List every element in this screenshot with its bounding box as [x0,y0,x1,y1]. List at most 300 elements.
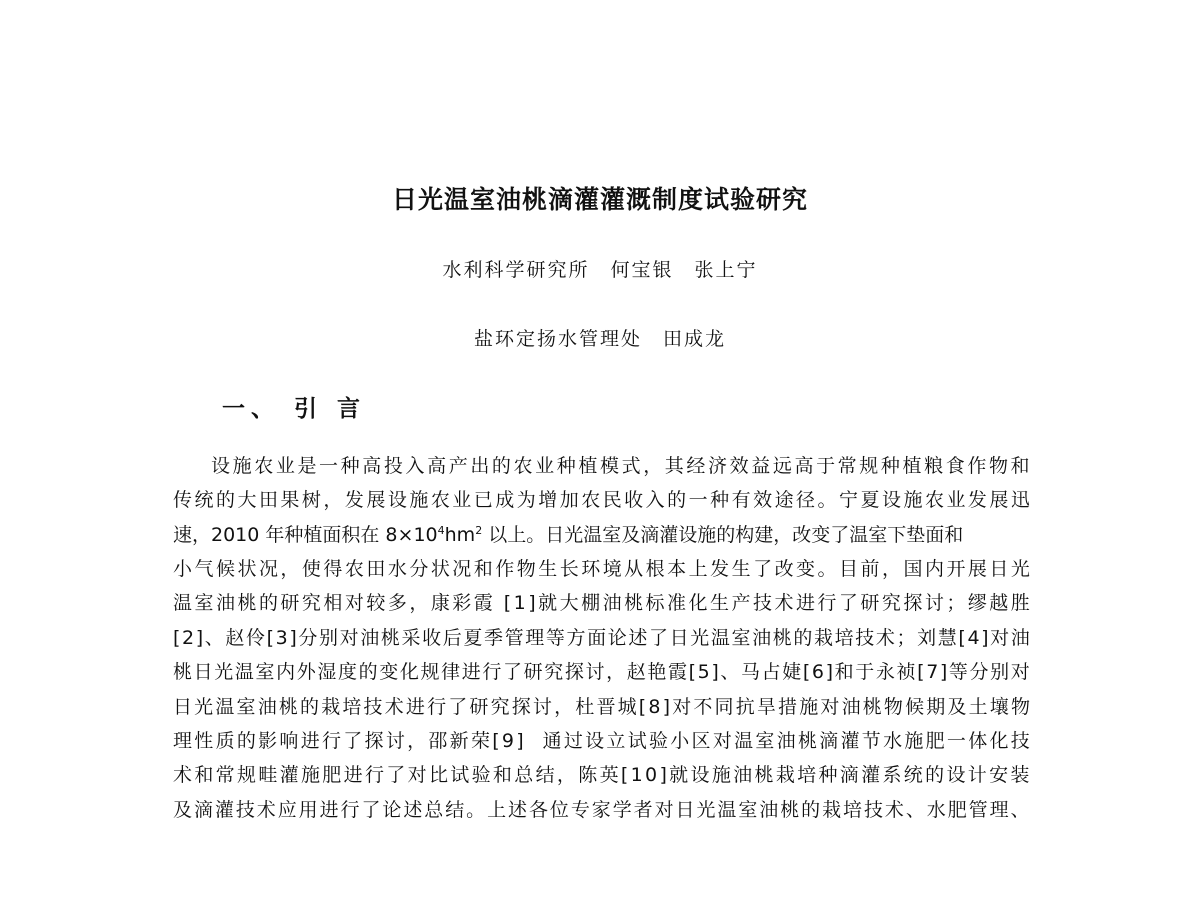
character: 根 [645,558,665,580]
character: 理 [525,627,545,649]
character: 桃 [862,696,882,718]
character: 准 [667,592,687,614]
character: 温 [215,696,235,718]
character: 于 [855,661,875,683]
character: 论 [607,627,627,649]
character: 施 [903,489,923,511]
character: 验 [471,764,491,786]
character: 效 [729,455,749,477]
character: 方 [566,627,586,649]
character: 用 [298,799,318,821]
character [526,729,532,753]
paragraph-line [173,557,1030,581]
character: 油 [733,764,753,786]
character: 光 [214,661,234,683]
character: ] [659,764,667,786]
character: 上 [688,558,708,580]
character: 生 [710,592,730,614]
character: 灌 [279,764,299,786]
character: 述 [403,799,423,821]
character: 等 [545,627,565,649]
character: 得 [323,558,343,580]
character: 状 [430,558,450,580]
character: ] [516,730,524,752]
character: 桃 [780,799,800,821]
character: 灌 [214,799,234,821]
character: 小 [173,558,193,580]
character: 研 [469,696,489,718]
character: 宁 [839,489,859,511]
character: 应 [277,799,297,821]
character: 区 [691,730,711,752]
character: 物 [516,558,536,580]
character: 培 [834,627,854,649]
character: 和 [194,764,214,786]
character: 使 [301,558,321,580]
character: ， [881,558,901,580]
paragraph-line [173,798,1030,822]
character: 一 [688,489,708,511]
character: 1 [630,764,643,786]
character: 马 [741,661,761,683]
character: 油 [1010,627,1030,649]
character: [ [802,661,811,683]
character: ， [554,696,574,718]
character: 研 [523,661,543,683]
character: 对 [339,627,359,649]
character: 探 [564,661,584,683]
character: 植 [902,455,922,477]
character: 装 [1010,764,1030,786]
character: 婕 [782,661,802,683]
character: 温 [734,730,754,752]
character: 夏 [463,627,483,649]
character: 候 [905,696,925,718]
character: 期 [926,696,946,718]
character: 度 [338,661,358,683]
character: 油 [841,696,861,718]
character: 水 [387,558,407,580]
character: 施 [409,489,429,511]
character: 室 [236,696,256,718]
character: 化 [989,730,1009,752]
character: 术 [173,764,193,786]
character: 树 [301,489,321,511]
character: 业 [275,455,295,477]
character: 6 [811,661,825,683]
character: 展 [989,489,1009,511]
character: 究 [881,592,901,614]
character: 行 [427,696,447,718]
character: 一 [946,730,966,752]
character: 通 [542,730,562,752]
character: 统 [194,489,214,511]
character: 农 [513,455,533,477]
character: ， [409,592,429,614]
character: 进 [319,799,339,821]
character: 措 [778,696,798,718]
character: 油 [602,592,622,614]
character: 和 [492,764,512,786]
character: 规 [859,455,879,477]
character: 4 [967,627,980,649]
character: 进 [461,661,481,683]
character: 收 [422,627,442,649]
character: 彩 [452,592,472,614]
character: 验 [648,730,668,752]
character: 种 [340,455,360,477]
character: ； [896,627,916,649]
character: 产 [448,455,468,477]
character: 增 [538,489,558,511]
text-segment: hm [444,524,476,546]
character: 已 [473,489,493,511]
character: 系 [882,764,902,786]
character: ， [606,661,626,683]
character: 行 [321,730,341,752]
character: 迅 [1010,489,1030,511]
character: 桃 [624,592,644,614]
character: 技 [363,696,383,718]
character [495,591,501,615]
character: 讨 [924,592,944,614]
character: 栽 [321,696,341,718]
character: 出 [470,455,490,477]
character: 越 [989,592,1009,614]
paragraph-line [173,591,1030,615]
character: 计 [967,764,987,786]
character: 试 [450,764,470,786]
character: 同 [714,696,734,718]
character: ] [711,661,719,683]
character: 对 [407,764,427,786]
character: 投 [383,455,403,477]
character: 施 [711,764,731,786]
character: 于 [816,455,836,477]
character: 日 [989,558,1009,580]
character: 各 [528,799,548,821]
character: 开 [946,558,966,580]
character: 农 [924,489,944,511]
character: 发 [967,489,987,511]
character: 为 [516,489,536,511]
character: 业 [452,489,472,511]
character: 杜 [575,696,595,718]
character: 究 [544,661,564,683]
character: 律 [441,661,461,683]
character: 其 [664,455,684,477]
character: 水 [883,730,903,752]
character: 油 [752,627,772,649]
character: 湿 [317,661,337,683]
text-segment: 速，2010 年种植面积在 8×10 [173,524,438,546]
character: 了 [649,627,669,649]
character: 。 [817,489,837,511]
character: 常 [215,764,235,786]
character: 术 [884,799,904,821]
character: 就 [538,592,558,614]
character: 发 [344,489,364,511]
character: 探 [903,592,923,614]
character: 进 [795,592,815,614]
character: 施 [799,696,819,718]
character: 行 [482,661,502,683]
character: 农 [581,489,601,511]
character: 采 [401,627,421,649]
character: 响 [279,730,299,752]
character: 。 [817,558,837,580]
character: 展 [967,558,987,580]
character: 温 [710,627,730,649]
character: 占 [761,661,781,683]
character: 肥 [947,799,967,821]
character: 是 [297,455,317,477]
character: 粮 [924,455,944,477]
character: 旱 [756,696,776,718]
character: 分 [969,661,989,683]
character: 及 [173,799,193,821]
character: 室 [755,730,775,752]
character: 邵 [428,730,448,752]
character: 面 [587,627,607,649]
character: 况 [452,558,472,580]
character: 对 [712,730,732,752]
character: 家 [591,799,611,821]
character: 论 [382,799,402,821]
character: 了 [448,696,468,718]
character: 5 [697,661,710,683]
paragraph-line [173,695,1030,719]
character: 环 [581,558,601,580]
character: 生 [538,558,558,580]
character: 总 [424,799,444,821]
character: 上 [487,799,507,821]
text-segment: 以上。日光温室及滴灌设施的构建，改变了温室下垫面和 [482,524,964,546]
character: 油 [759,799,779,821]
character: 管 [504,627,524,649]
character: 桃 [772,627,792,649]
character: 途 [774,489,794,511]
character: 及 [947,696,967,718]
character: 有 [731,489,751,511]
character: 了 [386,764,406,786]
character: 施 [232,455,252,477]
character: 的 [300,696,320,718]
character: 节 [861,730,881,752]
character: 日 [173,696,193,718]
character: 桃 [278,696,298,718]
character: 境 [602,558,622,580]
character: 畦 [258,764,278,786]
character: 温 [234,661,254,683]
character: 果 [280,489,300,511]
character: 民 [602,489,622,511]
character: 肥 [322,764,342,786]
character: 管 [968,799,988,821]
character: 设 [690,764,710,786]
character: 祯 [896,661,916,683]
character: 标 [645,592,665,614]
paragraph-line [173,626,1030,650]
character: ， [407,730,427,752]
character: 候 [215,558,235,580]
character: 7 [926,661,939,683]
character: 影 [258,730,278,752]
character: 技 [1010,730,1030,752]
character: 济 [708,455,728,477]
character: 技 [863,799,883,821]
character: ； [946,592,966,614]
character: 作 [967,455,987,477]
character: 本 [667,558,687,580]
character: 的 [236,730,256,752]
character: 康 [430,592,450,614]
character: [ [688,661,697,683]
character: 新 [449,730,469,752]
character: [ [638,696,647,718]
character: 霞 [473,592,493,614]
character: 了 [753,558,773,580]
character: 术 [774,592,794,614]
character: 经 [686,455,706,477]
character: 3 [275,627,288,649]
character: 赵 [626,661,646,683]
character: 技 [855,627,875,649]
character: 高 [362,455,382,477]
character: [ [620,764,629,786]
character: [ [492,730,500,752]
character: 日 [669,627,689,649]
superscript: 4 [437,524,445,537]
character: 植 [578,455,598,477]
character: 化 [399,661,419,683]
character: 专 [570,799,590,821]
character: 探 [364,730,384,752]
character: 者 [633,799,653,821]
character: 技 [235,799,255,821]
paragraph-line [173,763,1030,787]
character: 变 [796,558,816,580]
character: 2 [182,627,195,649]
character: 进 [300,730,320,752]
character: 加 [559,489,579,511]
character: 作 [495,558,515,580]
character: 日 [675,799,695,821]
character: 胜 [1010,592,1030,614]
character: 、 [720,661,740,683]
character: 油 [776,730,796,752]
character: 水 [926,799,946,821]
character: 益 [751,455,771,477]
character: 外 [296,661,316,683]
character: 内 [276,661,296,683]
character: 室 [738,799,758,821]
character: 述 [508,799,528,821]
character: 农 [254,455,274,477]
character: 霞 [668,661,688,683]
character: 改 [774,558,794,580]
character: 入 [645,489,665,511]
character: 试 [627,730,647,752]
character: 物 [883,696,903,718]
character: 抗 [735,696,755,718]
character: 的 [793,627,813,649]
character: 桃 [797,730,817,752]
character: 传 [173,489,193,511]
character: 灌 [840,730,860,752]
character: 栽 [775,764,795,786]
character: ] [662,696,671,718]
character: ， [643,455,663,477]
character: 光 [690,627,710,649]
character: 结 [535,764,555,786]
character: 别 [319,627,339,649]
character: 的 [667,489,687,511]
character: 分 [409,558,429,580]
character: 高 [794,455,814,477]
character: 永 [875,661,895,683]
character: 位 [549,799,569,821]
character: 种 [880,455,900,477]
character: 设 [585,730,605,752]
character: 模 [599,455,619,477]
character: 缪 [967,592,987,614]
character: 究 [301,592,321,614]
character: 入 [405,455,425,477]
character: 1 [513,592,526,614]
character: 晋 [596,696,616,718]
character: 桃 [237,592,257,614]
character: 农 [344,558,364,580]
character: 桃 [173,661,193,683]
character: 、 [1010,799,1030,821]
paragraph-line [173,660,1030,684]
character: 肥 [925,730,945,752]
character: 统 [903,764,923,786]
character: 长 [559,558,579,580]
character: 究 [490,696,510,718]
character: 理 [173,730,193,752]
character: 桃 [380,627,400,649]
character: 效 [753,489,773,511]
character: 式 [621,455,641,477]
character: 就 [669,764,689,786]
character: 室 [731,627,751,649]
character: 目 [839,558,859,580]
character: 生 [731,558,751,580]
character: 性 [194,730,214,752]
character: 质 [215,730,235,752]
character: 行 [340,799,360,821]
character: 栽 [822,799,842,821]
author-line-2: 盐环定扬水管理处 田成龙 [473,328,726,350]
character: 田 [366,558,386,580]
character: 后 [442,627,462,649]
character: 规 [420,661,440,683]
character: 田 [258,489,278,511]
character: ] [825,661,834,683]
character: 室 [255,661,275,683]
character: 9 [501,730,514,752]
character: 过 [563,730,583,752]
character: 了 [838,592,858,614]
character: 灌 [861,764,881,786]
character: 施 [904,730,924,752]
character: 研 [860,592,880,614]
character: ， [556,764,576,786]
character: 常 [837,455,857,477]
character: 讨 [585,661,605,683]
